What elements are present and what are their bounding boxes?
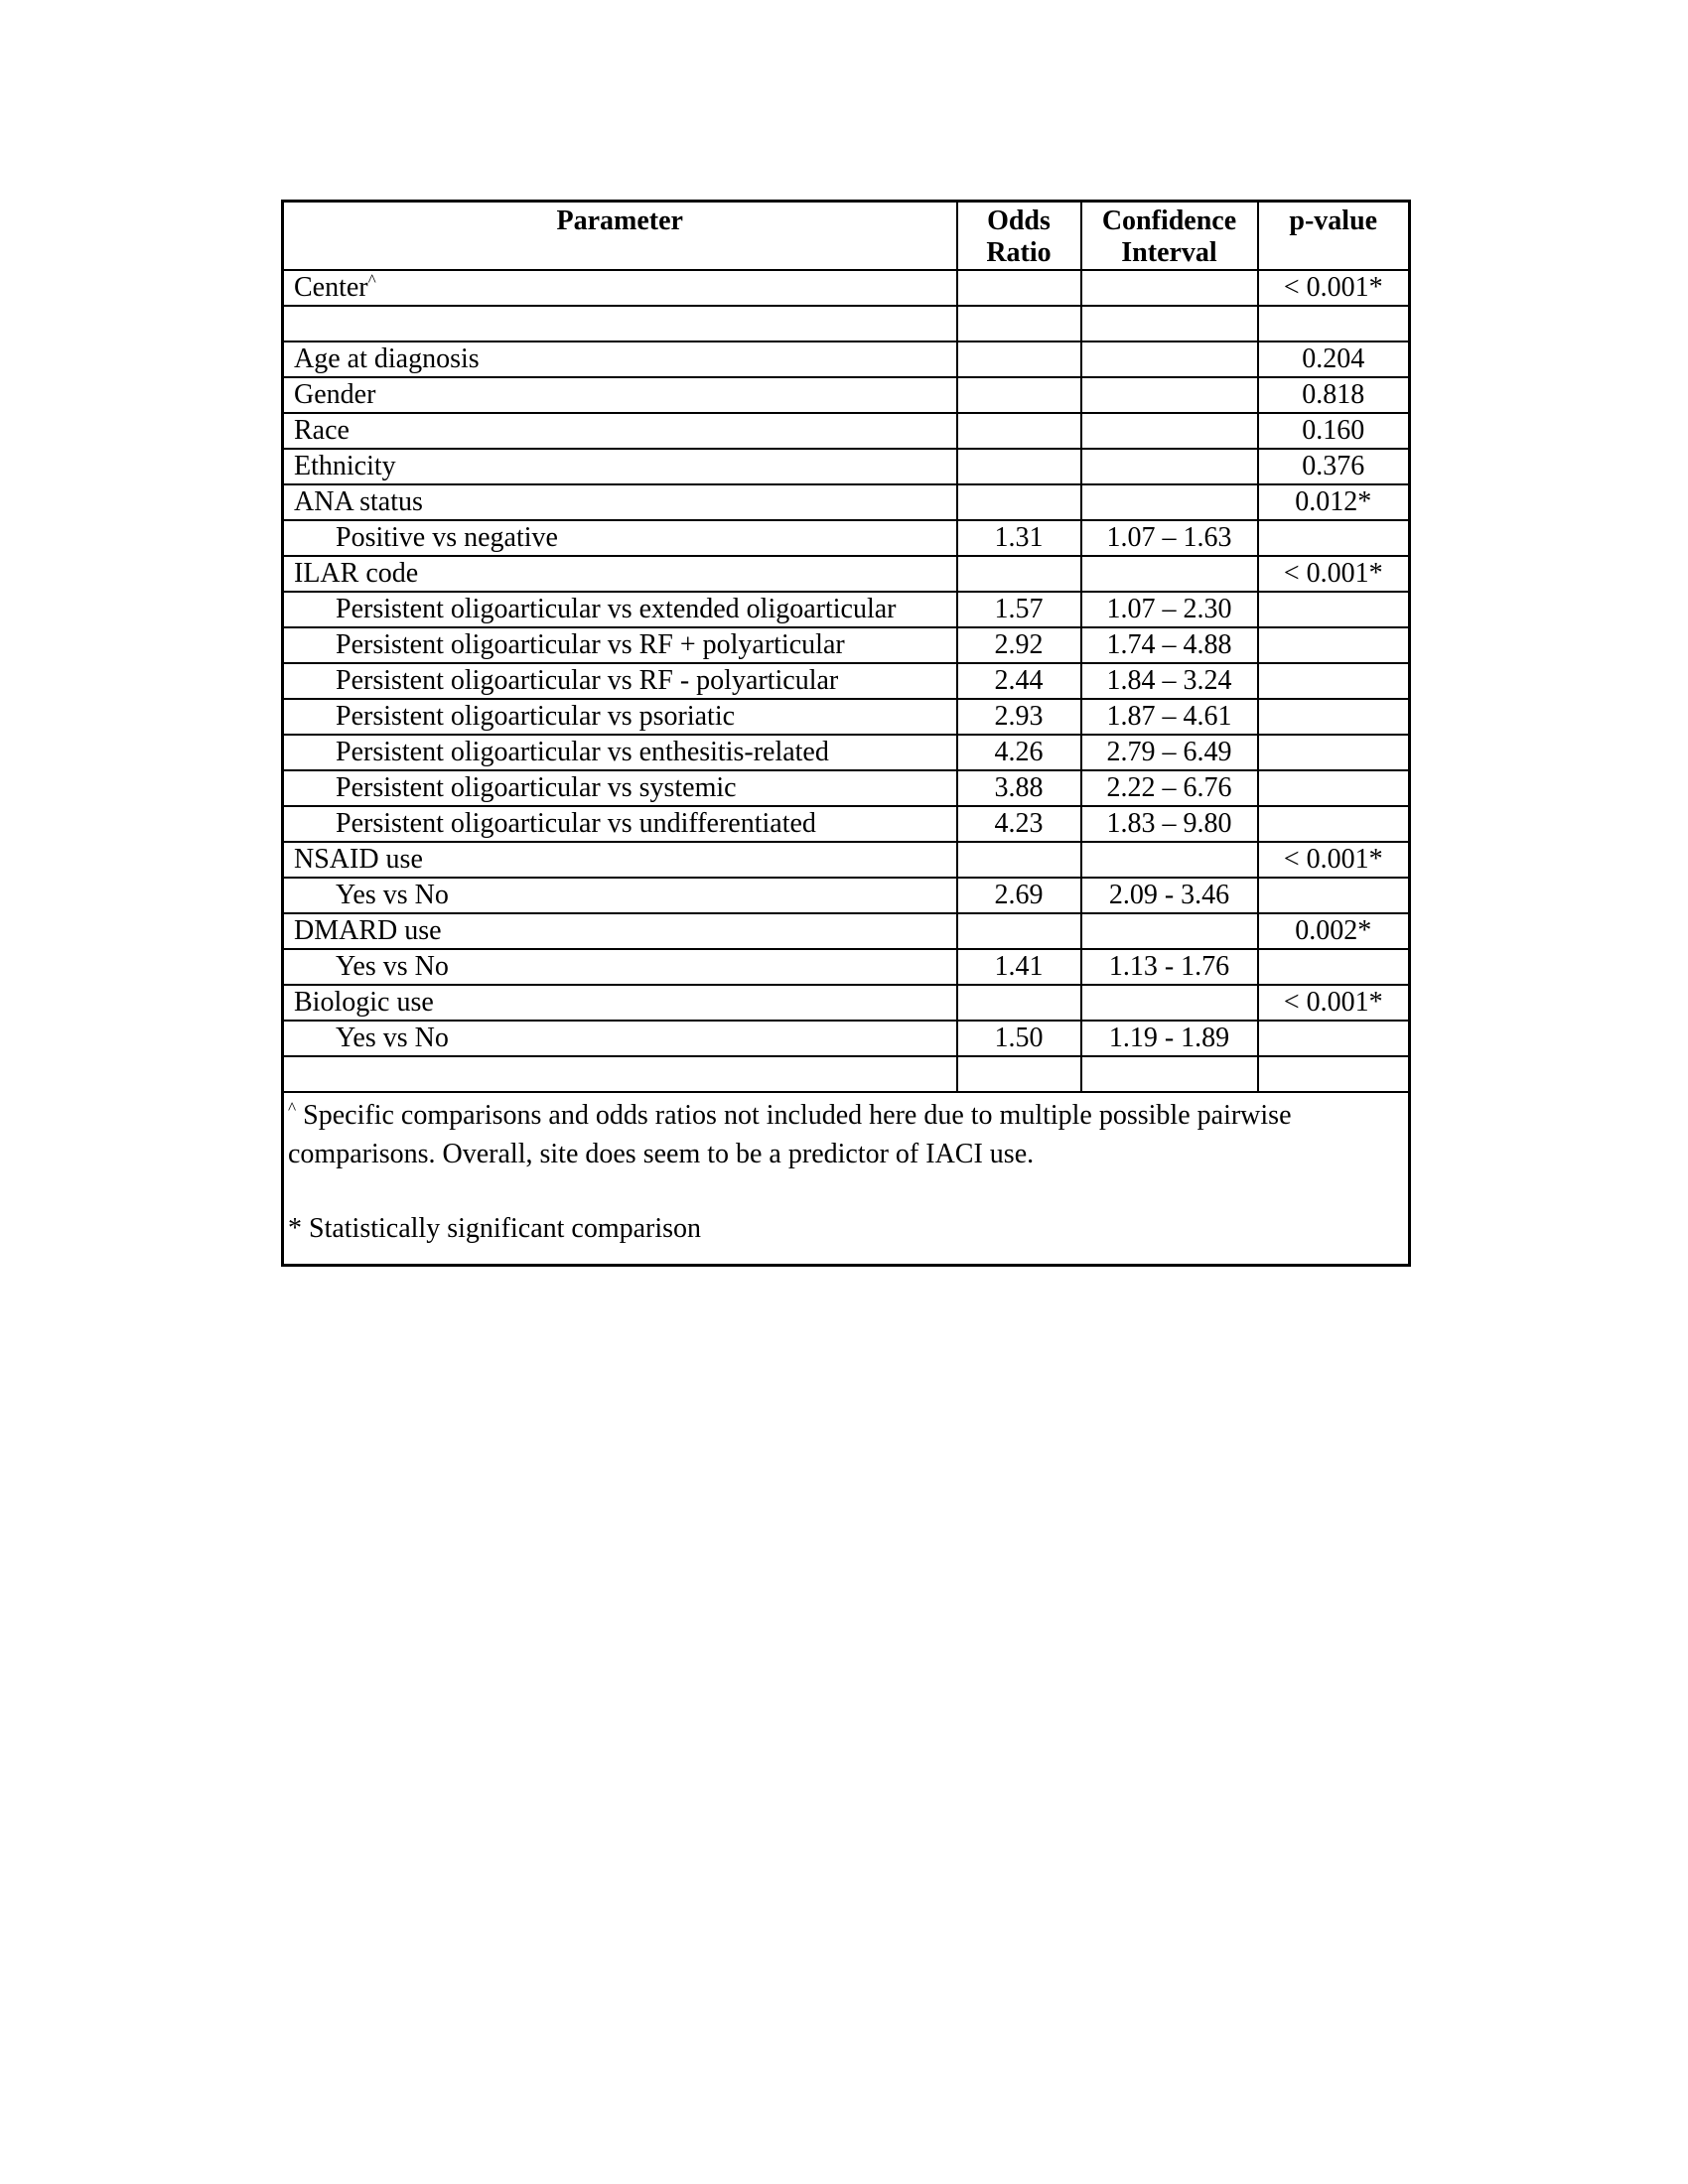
- p-value-cell: [1258, 520, 1410, 556]
- odds-ratio-results-table: [281, 200, 1411, 1267]
- p-value-cell: [1258, 770, 1410, 806]
- odds-ratio-cell: [957, 985, 1081, 1021]
- confidence-interval-cell: [1081, 306, 1258, 341]
- header-confidence-interval: Confidence Interval: [1081, 202, 1258, 271]
- param-cell: NSAID use: [283, 842, 957, 878]
- p-value-cell: 0.818: [1258, 377, 1410, 413]
- p-value-cell: 0.002*: [1258, 913, 1410, 949]
- odds-ratio-cell: [957, 842, 1081, 878]
- param-cell: Persistent oligoarticular vs extended oligoarticular: [283, 592, 957, 627]
- param-cell: Persistent oligoarticular vs systemic: [283, 770, 957, 806]
- odds-ratio-cell: [957, 413, 1081, 449]
- confidence-interval-cell: [1081, 913, 1258, 949]
- odds-ratio-cell: 1.31: [957, 520, 1081, 556]
- header-p-value: p-value: [1258, 202, 1410, 271]
- confidence-interval-cell: [1081, 449, 1258, 484]
- table-row-spacer: [283, 1056, 1410, 1092]
- param-cell: Persistent oligoarticular vs RF - polyarticular: [283, 663, 957, 699]
- p-value-cell: [1258, 663, 1410, 699]
- p-value-cell: 0.376: [1258, 449, 1410, 484]
- table-row-nsaid-use: [283, 842, 1410, 878]
- odds-ratio-cell: 1.57: [957, 592, 1081, 627]
- param-label: Center: [294, 272, 368, 304]
- odds-ratio-cell: [957, 1056, 1081, 1092]
- confidence-interval-cell: [1081, 377, 1258, 413]
- table-row-dmard-use: [283, 913, 1410, 949]
- table-row-ethnicity: [283, 449, 1410, 484]
- table-row-race: [283, 413, 1410, 449]
- table-row-ilar-undifferentiated: [283, 806, 1410, 842]
- param-cell: ANA status: [283, 484, 957, 520]
- odds-ratio-cell: 2.69: [957, 878, 1081, 913]
- confidence-interval-cell: 1.83 – 9.80: [1081, 806, 1258, 842]
- table-row-ilar-systemic: [283, 770, 1410, 806]
- param-cell: ILAR code: [283, 556, 957, 592]
- p-value-cell: [1258, 878, 1410, 913]
- odds-ratio-cell: 3.88: [957, 770, 1081, 806]
- table-row-center: [283, 270, 1410, 306]
- confidence-interval-cell: [1081, 556, 1258, 592]
- odds-ratio-cell: [957, 270, 1081, 306]
- table-row-biologic-use: [283, 985, 1410, 1021]
- p-value-cell: [1258, 699, 1410, 735]
- param-cell: [283, 270, 957, 306]
- odds-ratio-cell: [957, 449, 1081, 484]
- confidence-interval-cell: [1081, 341, 1258, 377]
- param-cell: [283, 306, 957, 341]
- table-row-ilar-enthesitis-related: [283, 735, 1410, 770]
- confidence-interval-cell: 1.07 – 2.30: [1081, 592, 1258, 627]
- param-cell: Positive vs negative: [283, 520, 957, 556]
- table-row-ana-status: [283, 484, 1410, 520]
- footnote-row: [283, 1092, 1410, 1266]
- header-odds-ratio: Odds Ratio: [957, 202, 1081, 271]
- footnote-significance: * Statistically significant comparison: [288, 1212, 702, 1244]
- odds-ratio-cell: [957, 341, 1081, 377]
- p-value-cell: < 0.001*: [1258, 985, 1410, 1021]
- param-cell: Persistent oligoarticular vs enthesitis-related: [283, 735, 957, 770]
- header-parameter: Parameter: [283, 202, 957, 271]
- table-row-ilar-rf-minus-polyarticular: [283, 663, 1410, 699]
- table-header-row: [283, 202, 1410, 271]
- param-cell: Persistent oligoarticular vs RF + polyarticular: [283, 627, 957, 663]
- table-row-ilar-psoriatic: [283, 699, 1410, 735]
- param-cell: [283, 1056, 957, 1092]
- param-cell: Persistent oligoarticular vs psoriatic: [283, 699, 957, 735]
- confidence-interval-cell: 1.87 – 4.61: [1081, 699, 1258, 735]
- p-value-cell: [1258, 627, 1410, 663]
- confidence-interval-cell: 1.74 – 4.88: [1081, 627, 1258, 663]
- p-value-cell: 0.160: [1258, 413, 1410, 449]
- param-cell: Age at diagnosis: [283, 341, 957, 377]
- param-cell: Persistent oligoarticular vs undifferentiated: [283, 806, 957, 842]
- odds-ratio-cell: [957, 377, 1081, 413]
- table-row-dmard-yes-vs-no: [283, 949, 1410, 985]
- param-cell: Ethnicity: [283, 449, 957, 484]
- p-value-cell: [1258, 735, 1410, 770]
- odds-ratio-cell: 4.23: [957, 806, 1081, 842]
- p-value-cell: 0.204: [1258, 341, 1410, 377]
- p-value-cell: [1258, 949, 1410, 985]
- confidence-interval-cell: 2.09 - 3.46: [1081, 878, 1258, 913]
- table-row-ilar-code: [283, 556, 1410, 592]
- confidence-interval-cell: [1081, 842, 1258, 878]
- table-row-gender: [283, 377, 1410, 413]
- confidence-interval-cell: 1.07 – 1.63: [1081, 520, 1258, 556]
- odds-ratio-cell: 2.44: [957, 663, 1081, 699]
- odds-ratio-cell: [957, 306, 1081, 341]
- table-row-ana-positive-vs-negative: [283, 520, 1410, 556]
- odds-ratio-cell: [957, 913, 1081, 949]
- footnote-cell: [283, 1092, 1410, 1266]
- p-value-cell: 0.012*: [1258, 484, 1410, 520]
- p-value-cell: [1258, 306, 1410, 341]
- param-cell: Race: [283, 413, 957, 449]
- param-cell: Yes vs No: [283, 1021, 957, 1056]
- param-cell: Yes vs No: [283, 878, 957, 913]
- param-cell: Yes vs No: [283, 949, 957, 985]
- footnote-caret-marker: ^: [288, 1099, 297, 1119]
- p-value-cell: < 0.001*: [1258, 556, 1410, 592]
- table-row-age-at-diagnosis: [283, 341, 1410, 377]
- confidence-interval-cell: 1.84 – 3.24: [1081, 663, 1258, 699]
- p-value-cell: [1258, 592, 1410, 627]
- odds-ratio-cell: 2.93: [957, 699, 1081, 735]
- confidence-interval-cell: [1081, 413, 1258, 449]
- confidence-interval-cell: 2.79 – 6.49: [1081, 735, 1258, 770]
- odds-ratio-cell: 4.26: [957, 735, 1081, 770]
- odds-ratio-cell: 1.50: [957, 1021, 1081, 1056]
- table-row-spacer: [283, 306, 1410, 341]
- footnote-note: [288, 1097, 1400, 1173]
- confidence-interval-cell: [1081, 1056, 1258, 1092]
- param-cell: DMARD use: [283, 913, 957, 949]
- confidence-interval-cell: 1.13 - 1.76: [1081, 949, 1258, 985]
- odds-ratio-cell: 2.92: [957, 627, 1081, 663]
- odds-ratio-cell: [957, 484, 1081, 520]
- footnote-note-text: Specific comparisons and odds ratios not included here due to multiple possible pairwise comparisons. Overall, site does seem to be a predictor of IACI use.: [288, 1100, 1292, 1169]
- confidence-interval-cell: [1081, 985, 1258, 1021]
- table-row-biologic-yes-vs-no: [283, 1021, 1410, 1056]
- param-cell: Biologic use: [283, 985, 957, 1021]
- footnote-marker: ^: [367, 270, 376, 290]
- p-value-cell: < 0.001*: [1258, 842, 1410, 878]
- confidence-interval-cell: [1081, 270, 1258, 306]
- p-value-cell: [1258, 806, 1410, 842]
- odds-ratio-cell: [957, 556, 1081, 592]
- param-cell: Gender: [283, 377, 957, 413]
- p-value-cell: [1258, 1056, 1410, 1092]
- confidence-interval-cell: 1.19 - 1.89: [1081, 1021, 1258, 1056]
- confidence-interval-cell: [1081, 484, 1258, 520]
- table-row-ilar-rf-plus-polyarticular: [283, 627, 1410, 663]
- odds-ratio-cell: 1.41: [957, 949, 1081, 985]
- table-row-ilar-extended-oligoarticular: [283, 592, 1410, 627]
- table-row-nsaid-yes-vs-no: [283, 878, 1410, 913]
- p-value-cell: [1258, 1021, 1410, 1056]
- p-value-cell: < 0.001*: [1258, 270, 1410, 306]
- confidence-interval-cell: 2.22 – 6.76: [1081, 770, 1258, 806]
